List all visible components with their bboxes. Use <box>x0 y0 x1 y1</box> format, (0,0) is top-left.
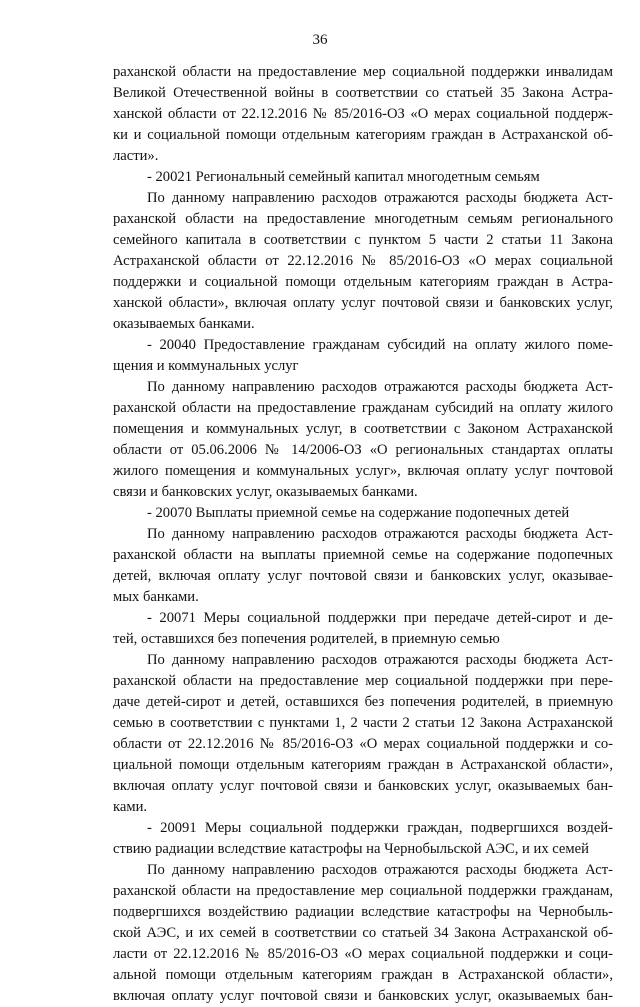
text-line: ханской области от 22.12.2016 № 85/2016-ОЗ «О мерах социальной поддерж- <box>113 106 613 122</box>
text-line: ханской области», включая оплату услуг почтовой связи и банковских услуг, <box>113 295 613 311</box>
text-line: По данному направлению расходов отражаются расходы бюджета Аст- <box>147 526 613 542</box>
text-line: По данному направлению расходов отражаются расходы бюджета Аст- <box>147 652 613 668</box>
text-line: включая оплату услуг почтовой связи и банковских услуг, оказываемых бан- <box>113 778 613 794</box>
text-line: области от 05.06.2006 № 14/2006-ОЗ «О региональных стандартах оплаты <box>113 442 613 458</box>
text-line: раханской области на предоставление гражданам субсидий на оплату жилого <box>113 400 613 416</box>
text-line: циальной помощи отдельным категориям граждан в Астраханской области», <box>113 757 613 773</box>
text-line: подвергшихся воздействию радиации вследствие катастрофы на Чернобыль- <box>113 904 613 920</box>
text-line: - 20040 Предоставление гражданам субсидий на оплату жилого поме- <box>147 337 613 353</box>
text-line: семью в соответствии с пунктами 1, 2 части 2 статьи 12 Закона Астраханской <box>113 715 613 731</box>
text-line: раханской области на предоставление многодетным семьям регионального <box>113 211 613 227</box>
text-line: раханской области на выплаты приемной семье на содержание подопечных <box>113 547 613 563</box>
text-line: раханской области на предоставление мер социальной поддержки при пере- <box>113 673 613 689</box>
text-line: - 20070 Выплаты приемной семье на содержание подопечных детей <box>147 505 570 521</box>
text-line: поддержки и социальной помощи отдельным категориям граждан в Астра- <box>113 274 613 290</box>
text-line: - 20091 Меры социальной поддержки граждан, подвергшихся воздей- <box>147 820 613 836</box>
text-line: щения и коммунальных услуг <box>113 358 299 374</box>
text-line: По данному направлению расходов отражаются расходы бюджета Аст- <box>147 379 613 395</box>
text-line: раханской области на предоставление мер социальной поддержки инвалидам <box>113 64 613 80</box>
text-line: ласти от 22.12.2016 № 85/2016-ОЗ «О мерах социальной поддержки и соци- <box>113 946 613 962</box>
page-number: 36 <box>312 32 328 48</box>
text-line: ствию радиации вследствие катастрофы на Чернобыльской АЭС, и их семей <box>113 841 589 857</box>
text-line: раханской области на предоставление мер социальной поддержки гражданам, <box>113 883 613 899</box>
text-line: области от 22.12.2016 № 85/2016-ОЗ «О мерах социальной поддержки и со- <box>113 736 613 752</box>
text-line: оказываемых банками. <box>113 316 255 332</box>
text-line: Великой Отечественной войны в соответствии со статьей 35 Закона Астра- <box>113 85 613 101</box>
text-line: - 20071 Меры социальной поддержки при передаче детей-сирот и де- <box>147 610 613 626</box>
text-line: связи и банковских услуг, оказываемых банками. <box>113 484 418 500</box>
text-line: ками. <box>113 799 148 815</box>
text-line: альной помощи отдельным категориям граждан в Астраханской области», <box>113 967 613 983</box>
document-body <box>113 62 613 1007</box>
text-line: жилого помещения и коммунальных услуг», включая оплату услуг почтовой <box>113 463 613 479</box>
text-line: тей, оставшихся без попечения родителей, в приемную семью <box>113 631 500 647</box>
text-line: детей, включая оплату услуг почтовой связи и банковских услуг, оказывае- <box>113 568 613 584</box>
text-line: По данному направлению расходов отражаются расходы бюджета Аст- <box>147 862 613 878</box>
text-line: семейного капитала в соответствии с пунктом 5 части 2 статьи 11 Закона <box>113 232 613 248</box>
text-line: ки и социальной помощи отдельным категориям граждан в Астраханской об- <box>113 127 613 143</box>
text-line: По данному направлению расходов отражаются расходы бюджета Аст- <box>147 190 613 206</box>
text-line: - 20021 Региональный семейный капитал многодетным семьям <box>147 169 540 185</box>
text-line: помещения и коммунальных услуг, в соответствии с Законом Астраханской <box>113 421 613 437</box>
text-line: мых банками. <box>113 589 199 605</box>
text-line: даче детей-сирот и детей, оставшихся без попечения родителей, в приемную <box>113 694 613 710</box>
text-line: ласти». <box>113 148 159 164</box>
text-line: ской АЭС, и их семей в соответствии со статьей 34 Закона Астраханской об- <box>113 925 613 941</box>
text-line: Астраханской области от 22.12.2016 № 85/2016-ОЗ «О мерах социальной <box>113 253 613 269</box>
text-line: включая оплату услуг почтовой связи и банковских услуг, оказываемых бан- <box>113 988 613 1004</box>
